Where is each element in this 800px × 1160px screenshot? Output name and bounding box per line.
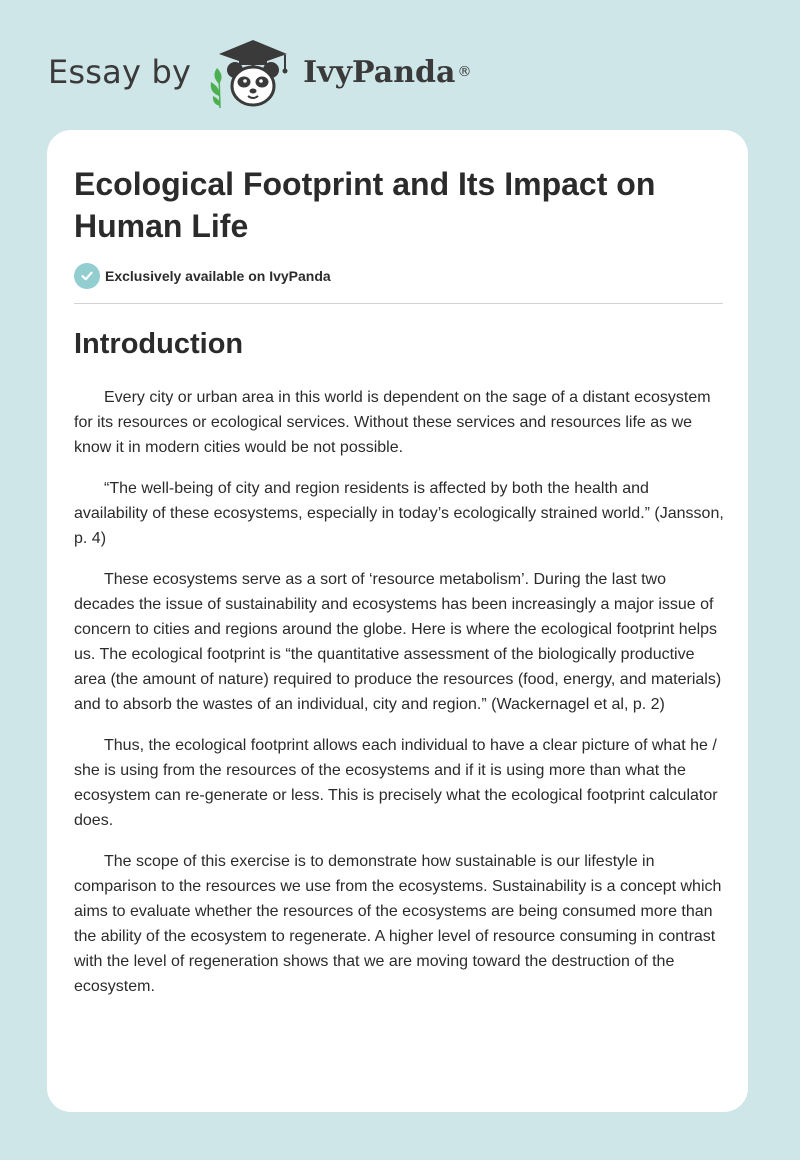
paragraph: “The well-being of city and region residents is affected by both the health and availability of these ecosystems, especially in today’s ecologically strained world.” (Jansson, p. 4) (74, 480, 724, 547)
section-heading: Introduction (74, 328, 244, 360)
essay-body (74, 385, 724, 1015)
registered-mark: ® (457, 64, 472, 80)
paragraph: The scope of this exercise is to demonstrate how sustainable is our lifestyle in comparison to the resources we use from the ecosystems. Sustainability is a concept which aims to evaluate whether the resources of the ecosystems are being consumed more than the ability of the ecosystem to regenerate. A higher level of resource consuming in contrast with the level of regeneration shows that we are moving toward the destruction of the ecosystem. (74, 853, 722, 995)
paragraph: These ecosystems serve as a sort of ‘resource metabolism’. During the last two decades the issue of sustainability and ecosystems has been increasingly a major issue of concern to cities and regions around the globe. Here is where the ecological footprint helps us. The ecological footprint is “the quantitative assessment of the biologically productive area (the amount of nature) required to produce the resources (food, energy, and materials) and to absorb the wastes of an individual, city and region.” (Wackernagel et al, p. 2) (74, 571, 722, 713)
brand-name: IvyPanda (303, 54, 456, 90)
check-icon (74, 263, 100, 289)
paragraph: Every city or urban area in this world is dependent on the sage of a distant ecosystem for its resources or ecological services. Without these services and resources life as we know it in modern cities would be not possible. (74, 389, 711, 456)
brand-header[interactable] (48, 34, 471, 110)
divider (74, 303, 723, 304)
exclusive-badge (74, 263, 331, 289)
essay-card (47, 130, 748, 1112)
panda-graduate-logo-icon (205, 34, 301, 110)
exclusive-label: Exclusively available on IvyPanda (105, 268, 331, 284)
essay-title: Ecological Footprint and Its Impact on Human Life (74, 166, 656, 244)
brand-prefix: Essay by (48, 53, 192, 91)
paragraph: Thus, the ecological footprint allows each individual to have a clear picture of what he / she is using from the resources of the ecosystems and if it is using more than what the ecosystem can re-generate or less. This is precisely what the ecological footprint calculator does. (74, 737, 718, 829)
